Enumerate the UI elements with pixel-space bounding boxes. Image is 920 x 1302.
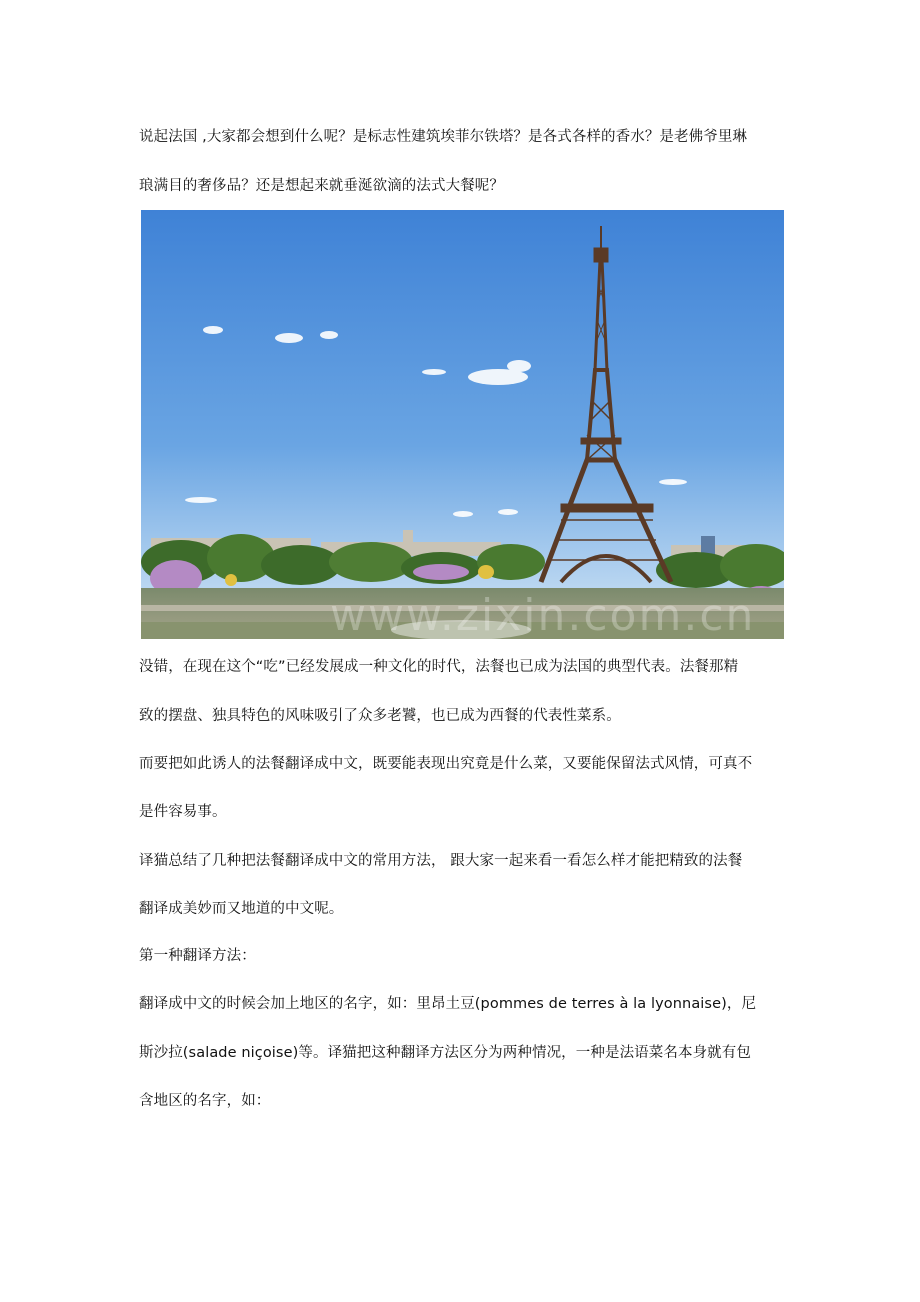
paragraph-line-6: 是件容易事。 xyxy=(139,804,227,820)
paragraph-line-9: 第一种翻译方法： xyxy=(139,948,256,964)
eiffel-tower-photo xyxy=(141,210,784,639)
watermark: www.zixin.com.cn xyxy=(330,590,756,641)
paragraph-line-12: 含地区的名字，如： xyxy=(139,1093,271,1109)
paragraph-line-11: 斯沙拉(salade niçoise)等。译猫把这种翻译方法区分为两种情况，一种是法语菜名本身就有包 xyxy=(139,1045,751,1061)
paragraph-line-1: 说起法国 ,大家都会想到什么呢？是标志性建筑埃菲尔铁塔？是各式各样的香水？是老佛爷里琳 xyxy=(139,129,748,145)
paragraph-line-8: 翻译成美妙而又地道的中文呢。 xyxy=(139,901,344,917)
paragraph-line-5: 而要把如此诱人的法餐翻译成中文，既要能表现出究竟是什么菜，又要能保留法式风情，可真不 xyxy=(139,756,753,772)
paragraph-line-7: 译猫总结了几种把法餐翻译成中文的常用方法， 跟大家一起来看一看怎么样才能把精致的法餐 xyxy=(139,853,743,869)
paragraph-line-4: 致的摆盘、独具特色的风味吸引了众多老饕，也已成为西餐的代表性菜系。 xyxy=(139,708,621,724)
paragraph-line-2: 琅满目的奢侈品？还是想起来就垂涎欲滴的法式大餐呢？ xyxy=(139,178,504,194)
paragraph-line-3: 没错，在现在这个“吃”已经发展成一种文化的时代，法餐也已成为法国的典型代表。法餐那精 xyxy=(139,659,739,675)
paragraph-line-10: 翻译成中文的时候会加上地区的名字，如：里昂土豆(pommes de terres à la lyonnaise)，尼 xyxy=(139,996,757,1012)
